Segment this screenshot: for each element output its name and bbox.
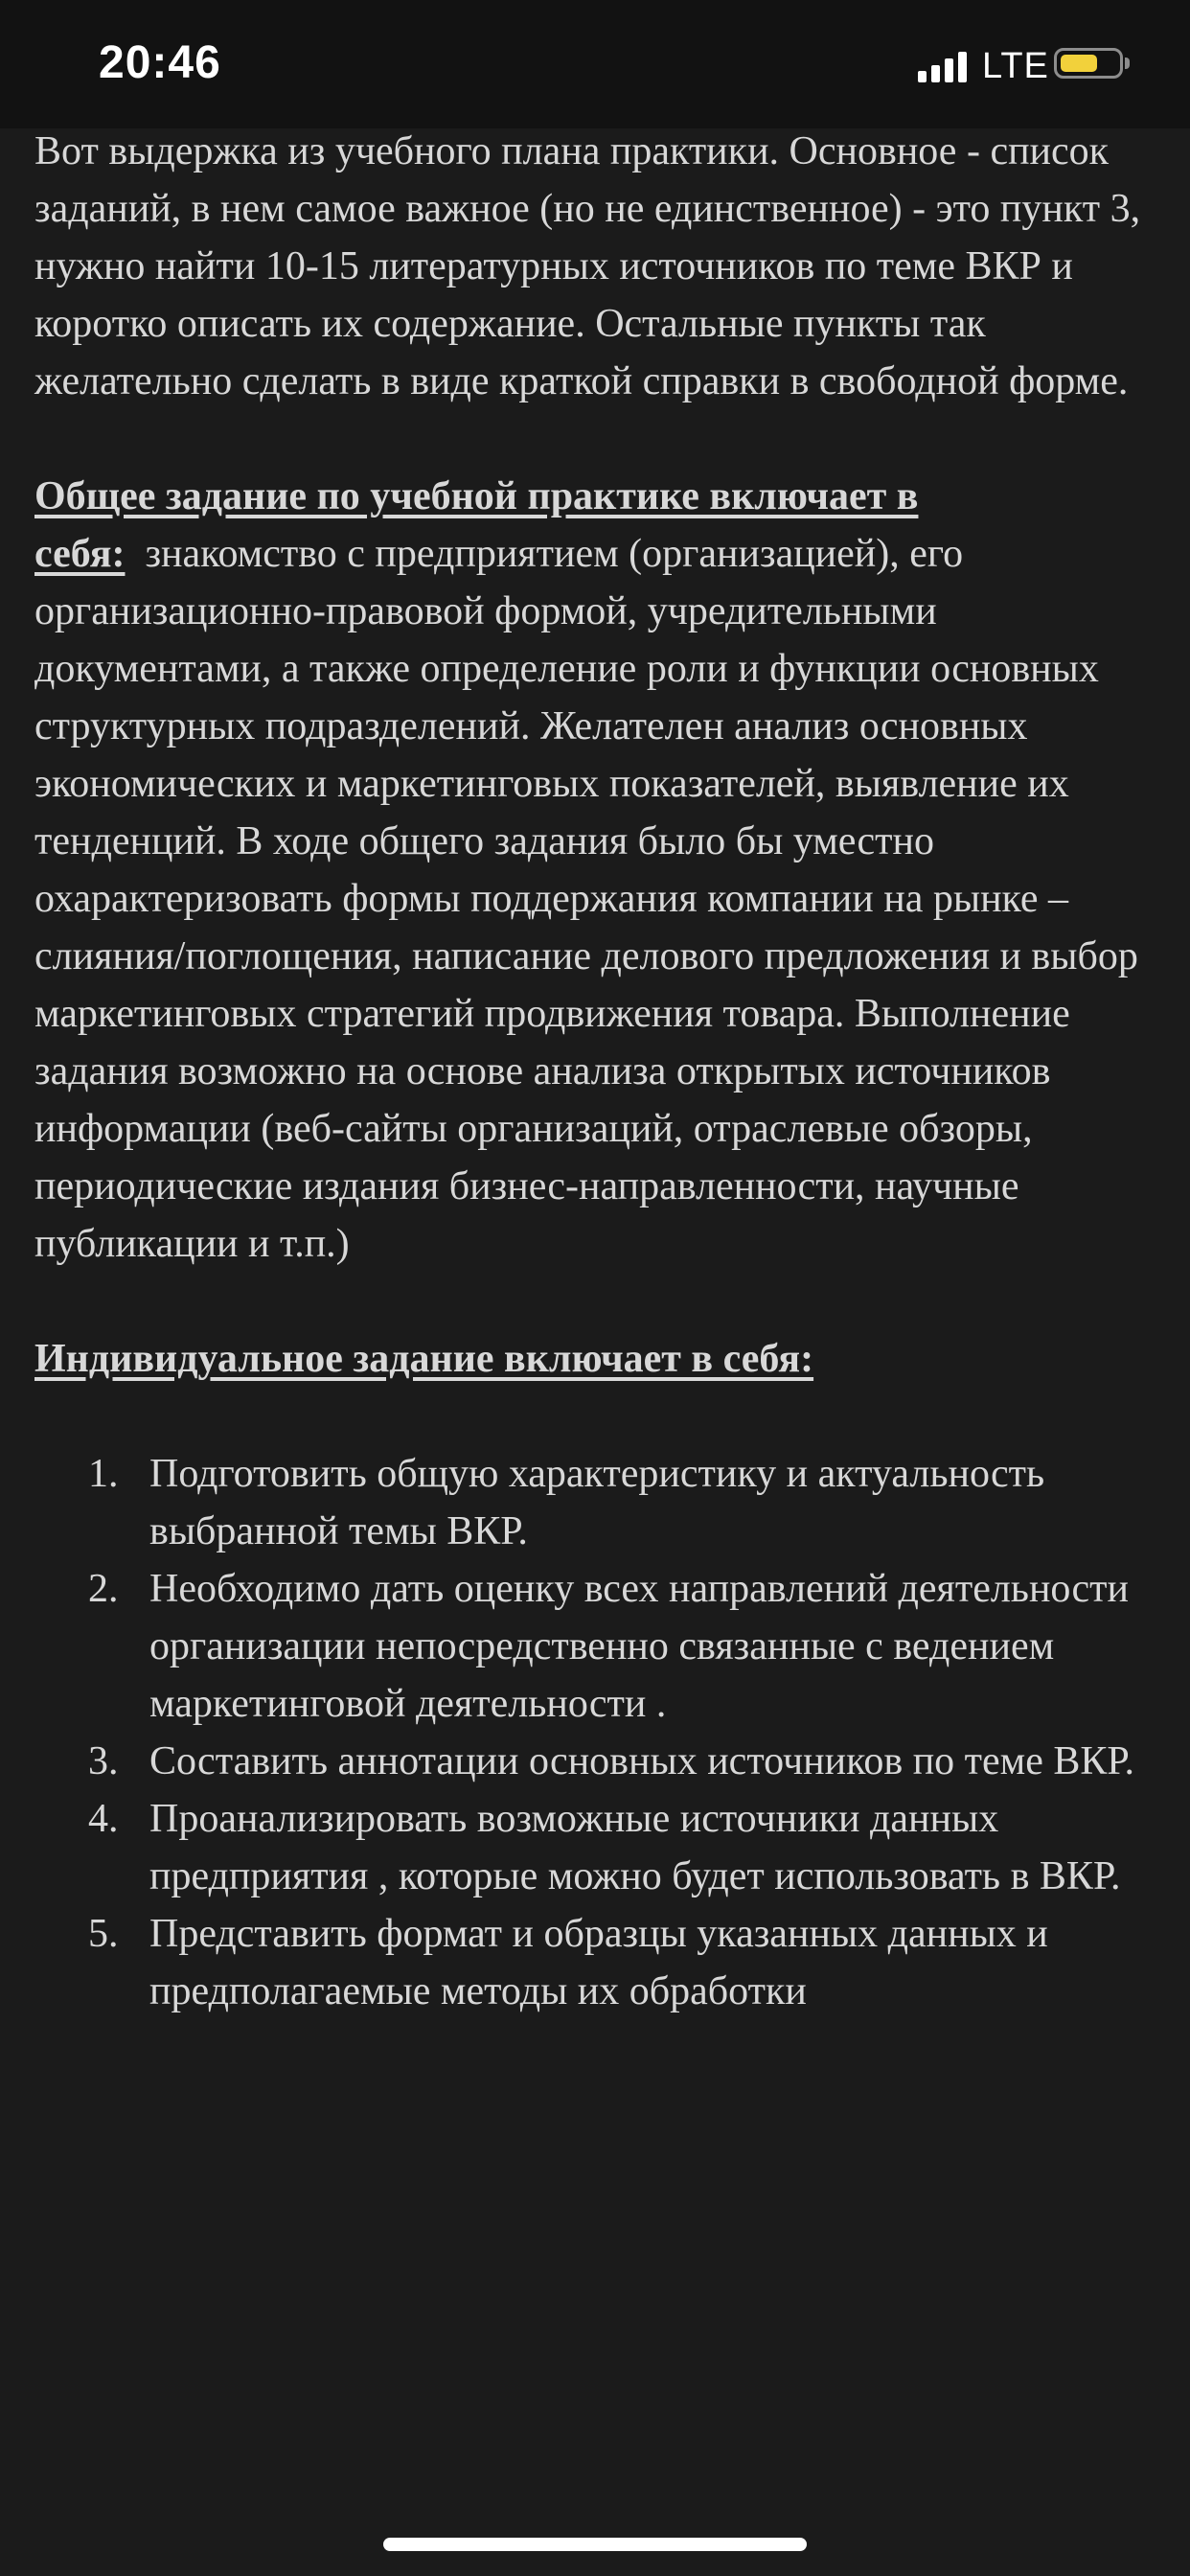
list-item bbox=[34, 1905, 1165, 2020]
status-time: 20:46 bbox=[99, 37, 221, 88]
home-indicator[interactable] bbox=[383, 2538, 807, 2551]
list-item-number: 3. bbox=[88, 1739, 119, 1783]
battery-level-fill bbox=[1061, 55, 1097, 72]
general-task-paragraph bbox=[34, 468, 1165, 1273]
list-item bbox=[34, 1790, 1165, 1905]
battery-icon bbox=[1054, 48, 1123, 79]
list-item-text: Необходимо дать оценку всех направлений деятельности организации непосредственно связанные с ведением маркетинговой деятельности . bbox=[149, 1567, 1129, 1726]
list-item-number: 5. bbox=[88, 1912, 119, 1956]
individual-task-list bbox=[34, 1445, 1165, 2020]
list-item-text: Составить аннотации основных источников по теме ВКР. bbox=[149, 1739, 1135, 1783]
list-item bbox=[34, 1560, 1165, 1733]
list-item-text: Подготовить общую характеристику и актуальность выбранной темы ВКР. bbox=[149, 1452, 1045, 1553]
list-item-number: 2. bbox=[88, 1567, 119, 1611]
document-text bbox=[34, 123, 1165, 2020]
cellular-signal-icon bbox=[918, 50, 968, 82]
list-item-text: Проанализировать возможные источники данных предприятия , которые можно будет использовать в ВКР. bbox=[149, 1797, 1121, 1898]
list-item-number: 1. bbox=[88, 1452, 119, 1496]
intro-paragraph: Вот выдержка из учебного плана практики. Основное - список заданий, в нем самое важное (но не единственное) - это пункт 3, нужно найти 10-15 литературных источников по теме ВКР и коротко описать их содержание. Остальные пункты так желательно сделать в виде краткой справки в свободной форме. bbox=[34, 129, 1141, 403]
paragraph-spacer bbox=[34, 1388, 1165, 1445]
list-item bbox=[34, 1733, 1165, 1790]
general-task-heading: Общее задание по учебной практике включает в себя: bbox=[34, 474, 919, 576]
network-type-label: LTE bbox=[982, 46, 1049, 86]
list-item bbox=[34, 1445, 1165, 1560]
individual-task-heading: Индивидуальное задание включает в себя: bbox=[34, 1337, 814, 1381]
general-task-text: знакомство с предприятием (организацией), его организационно-правовой формой, учредительными документами, а также определение роли и функции основных структурных подразделений. Желателен анализ основных экономических и маркетинговых показателей, выявление их тенденций. В ходе общего задания было бы уместно охарактеризовать формы поддержания компании на рынке –слияния/поглощения, написание делового предложения и выбор маркетинговых стратегий продвижения товара. Выполнение задания возможно на основе анализа открытых источников информации (веб-сайты организаций, отраслевые обзоры, периодические издания бизнес-направленности, научные публикации и т.п.) bbox=[34, 532, 1138, 1266]
list-item-text: Представить формат и образцы указанных данных и предполагаемые методы их обработки bbox=[149, 1912, 1048, 2013]
battery-cap bbox=[1125, 58, 1130, 69]
paragraph-spacer bbox=[34, 410, 1165, 468]
status-bar bbox=[0, 0, 1190, 128]
list-item-number: 4. bbox=[88, 1797, 119, 1841]
paragraph-spacer bbox=[34, 1273, 1165, 1330]
